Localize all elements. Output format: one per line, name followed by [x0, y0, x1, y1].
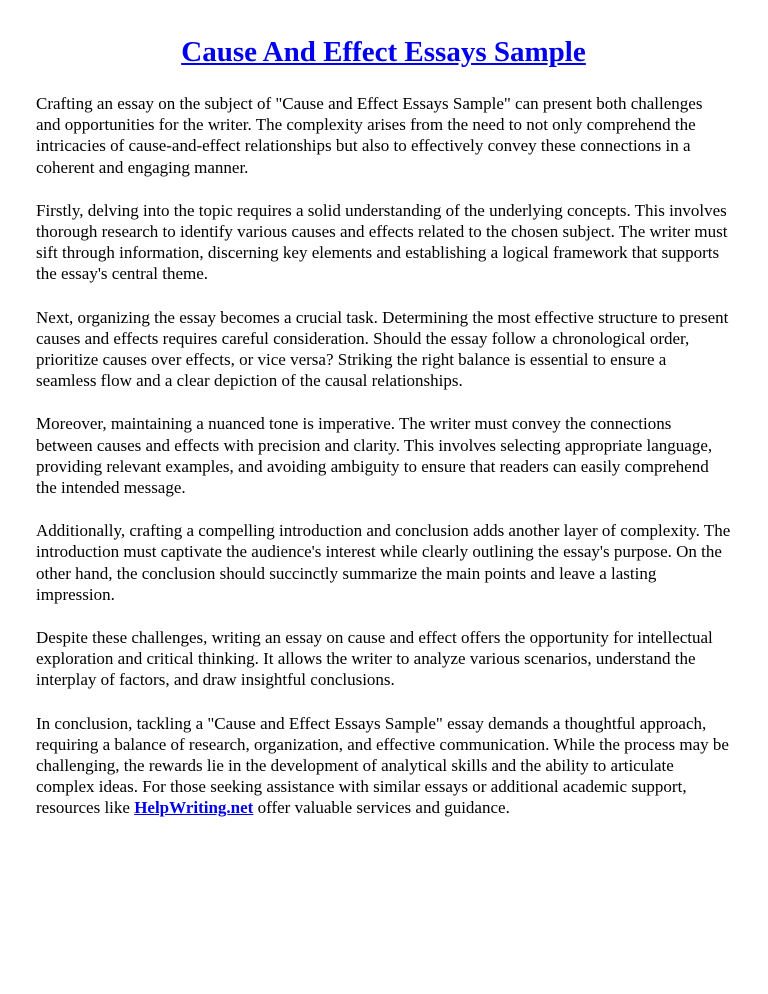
paragraph-conclusion	[36, 713, 731, 819]
page-title	[36, 36, 731, 68]
title-link[interactable]: Cause And Effect Essays Sample	[181, 36, 586, 68]
paragraph-moreover: Moreover, maintaining a nuanced tone is imperative. The writer must convey the connections between causes and effects with precision and clarity. This involves selecting appropriate language, providing relevant examples, and avoiding ambiguity to ensure that readers can easily comprehend the intended message.	[36, 414, 713, 498]
paragraph-crafting: Crafting an essay on the subject of "Cause and Effect Essays Sample" can present both challenges and opportunities for the writer. The complexity arises from the need to not only comprehend the intricacies of cause-and-effect relationships but also to effectively convey these connections in a coherent and engaging manner.	[36, 94, 703, 177]
paragraph-despite: Despite these challenges, writing an essay on cause and effect offers the opportunity for intellectual exploration and critical thinking. It allows the writer to analyze various scenarios, understand the interplay of factors, and draw insightful conclusions.	[36, 628, 713, 690]
conclusion-text-after-link: offer valuable services and guidance.	[253, 798, 510, 818]
paragraph-additionally: Additionally, crafting a compelling introduction and conclusion adds another layer of complexity. The introduction must captivate the audience's interest while clearly outlining the essay's purpose. On the other hand, the conclusion should succinctly summarize the main points and leave a lasting impression.	[36, 521, 731, 604]
paragraph-next: Next, organizing the essay becomes a crucial task. Determining the most effective structure to present causes and effects requires careful consideration. Should the essay follow a chronological order, prioritize causes over effects, or vice versa? Striking the right balance is essential to ensure a seamless flow and a clear depiction of the causal relationships.	[36, 307, 729, 391]
conclusion-text-before-link: In conclusion, tackling a "Cause and Effect Essays Sample" essay demands a thoughtful approach, requiring a balance of research, organization, and effective communication. While the process may be challenging, the rewards lie in the development of analytical skills and the ability to articulate complex ideas. For those seeking assistance with similar essays or additional academic support, resources like	[36, 713, 729, 818]
paragraph-firstly: Firstly, delving into the topic requires a solid understanding of the underlying concepts. This involves thorough research to identify various causes and effects related to the chosen subject. The writer must sift through information, discerning key elements and establishing a logical framework that supports the essay's central theme.	[36, 200, 728, 284]
helpwriting-link[interactable]: HelpWriting.net	[134, 798, 254, 818]
